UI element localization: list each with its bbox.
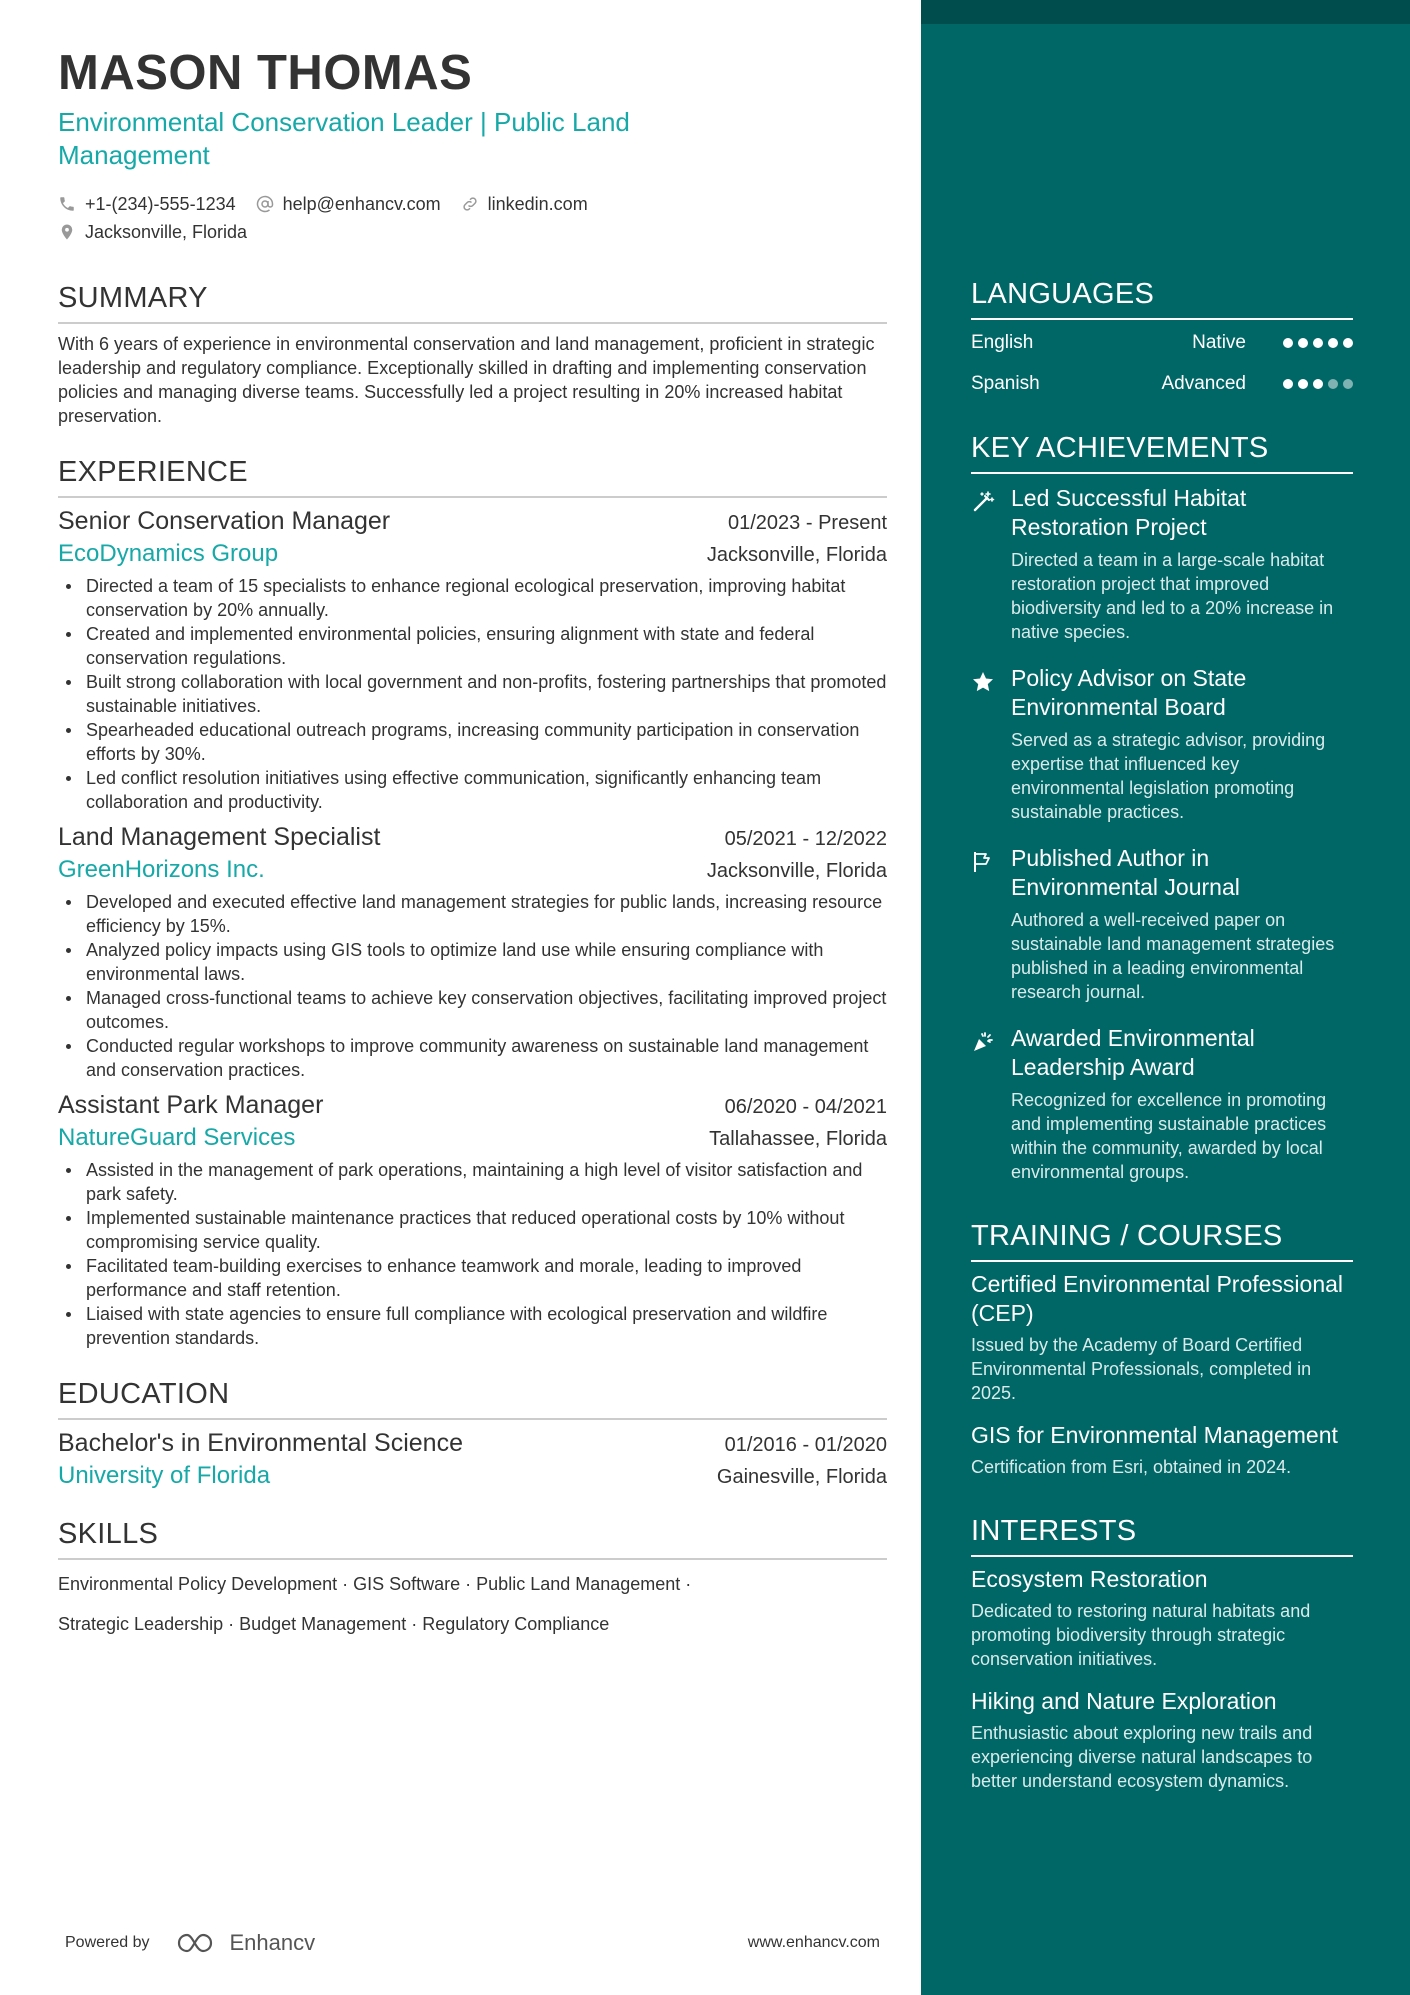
rating-dot — [1283, 338, 1293, 348]
bullet-item: Assisted in the management of park operations, maintaining a high level of visitor satisfaction and park safety. — [58, 1158, 887, 1206]
rating-dot — [1343, 379, 1353, 389]
skills-title: SKILLS — [58, 1516, 887, 1560]
job-entry — [58, 820, 887, 1082]
candidate-headline: Environmental Conservation Leader | Public Land Management — [58, 107, 630, 170]
rating-dot — [1328, 338, 1338, 348]
degree-title: Bachelor's in Environmental Science — [58, 1429, 463, 1457]
company-name: GreenHorizons Inc. — [58, 856, 265, 883]
language-name: English — [971, 331, 1034, 353]
celebration-icon — [971, 1030, 995, 1054]
website-link[interactable]: www.enhancv.com — [747, 1934, 880, 1951]
course-title: GIS for Environmental Management — [971, 1422, 1338, 1448]
interests-title: INTERESTS — [971, 1513, 1353, 1557]
language-level: Native — [1192, 331, 1246, 353]
bullet-item: Created and implemented environmental policies, ensuring alignment with state and federal conservation regulations. — [58, 622, 887, 670]
achievement-desc: Directed a team in a large-scale habitat restoration project that improved biodiversity and led to a 20% increase in native species. — [1011, 550, 1334, 642]
linkedin-text: linkedin.com — [487, 193, 588, 214]
achievement-desc: Recognized for excellence in promoting and implementing sustainable practices within the community, awarded by local environmental groups. — [1011, 1090, 1327, 1182]
powered-by — [65, 1930, 315, 1956]
link-icon — [461, 195, 479, 213]
achievement-item — [971, 844, 1353, 1004]
job-bullets — [58, 890, 887, 1082]
phone-icon — [58, 195, 76, 213]
flag-icon — [971, 850, 995, 874]
rating-dot — [1313, 338, 1323, 348]
star-icon — [971, 670, 995, 694]
sidebar-content — [971, 276, 1353, 1793]
location-pin-icon — [58, 223, 76, 241]
achievement-item — [971, 664, 1353, 824]
language-rating — [1278, 379, 1353, 389]
bullet-item: Managed cross-functional teams to achieve key conservation objectives, facilitating improved project outcomes. — [58, 986, 887, 1034]
phone-contact[interactable] — [58, 194, 236, 215]
education-section — [58, 1376, 887, 1492]
job-dates: 01/2023 - Present — [728, 512, 887, 534]
bullet-item: Liaised with state agencies to ensure full compliance with ecological preservation and wildfire prevention standards. — [58, 1302, 887, 1350]
achievements-title: KEY ACHIEVEMENTS — [971, 430, 1353, 474]
education-entry — [58, 1426, 887, 1492]
achievements-section — [971, 430, 1353, 1184]
language-row — [971, 363, 1353, 404]
education-dates: 01/2016 - 01/2020 — [724, 1434, 887, 1456]
course-title: Certified Environmental Professional (CEP) — [971, 1271, 1344, 1326]
job-bullets — [58, 574, 887, 814]
language-rating — [1278, 338, 1353, 348]
achievement-item — [971, 1024, 1353, 1184]
achievement-title: Policy Advisor on State Environmental Board — [1011, 665, 1247, 720]
education-title: EDUCATION — [58, 1376, 887, 1420]
job-dates: 06/2020 - 04/2021 — [724, 1096, 887, 1118]
achievement-title: Led Successful Habitat Restoration Project — [1011, 485, 1247, 540]
at-icon — [256, 195, 274, 213]
course-desc: Certification from Esri, obtained in 2024. — [971, 1457, 1292, 1477]
interest-title: Hiking and Nature Exploration — [971, 1688, 1277, 1714]
interests-section — [971, 1513, 1353, 1793]
experience-section — [58, 454, 887, 1350]
bullet-item: Led conflict resolution initiatives using effective communication, significantly enhancing team collaboration and productivity. — [58, 766, 887, 814]
skills-section — [58, 1516, 887, 1644]
course-item — [971, 1421, 1353, 1479]
achievement-desc: Authored a well-received paper on sustainable land management strategies published in a leading environmental research journal. — [1011, 910, 1335, 1002]
email-text: help@enhancv.com — [282, 193, 441, 214]
interest-item — [971, 1565, 1353, 1671]
rating-dot — [1298, 338, 1308, 348]
enhancv-logo-icon — [176, 1931, 222, 1955]
achievement-title: Awarded Environmental Leadership Award — [1011, 1025, 1255, 1080]
bullet-item: Developed and executed effective land management strategies for public lands, increasing resource efficiency by 15%. — [58, 890, 887, 938]
rating-dot — [1343, 338, 1353, 348]
languages-section — [971, 276, 1353, 404]
interest-desc: Dedicated to restoring natural habitats and promoting biodiversity through strategic conservation initiatives. — [971, 1601, 1311, 1669]
job-title: Assistant Park Manager — [58, 1091, 324, 1119]
job-location: Jacksonville, Florida — [706, 860, 887, 882]
course-desc: Issued by the Academy of Board Certified Environmental Professionals, completed in 2025. — [971, 1335, 1312, 1403]
sidebar-top-band — [921, 0, 1410, 24]
achievement-item — [971, 484, 1353, 644]
phone-text: +1-(234)-555-1234 — [85, 193, 236, 214]
course-item — [971, 1270, 1353, 1405]
language-name: Spanish — [971, 372, 1040, 394]
job-location: Tallahassee, Florida — [709, 1128, 887, 1150]
company-name: EcoDynamics Group — [58, 540, 279, 567]
bullet-item: Facilitated team-building exercises to enhance teamwork and morale, leading to improved performance and staff retention. — [58, 1254, 887, 1302]
skills-line: Strategic Leadership · Budget Management · Regulatory Compliance — [58, 1614, 610, 1634]
main-column — [58, 44, 887, 1644]
job-entry — [58, 504, 887, 814]
linkedin-contact[interactable] — [461, 194, 588, 215]
bullet-item: Spearheaded educational outreach programs, increasing community participation in conservation efforts by 30%. — [58, 718, 887, 766]
bullet-item: Directed a team of 15 specialists to enhance regional ecological preservation, improving habitat conservation by 20% annually. — [58, 574, 887, 622]
email-contact[interactable] — [256, 194, 441, 215]
bullet-item: Analyzed policy impacts using GIS tools to optimize land use while ensuring compliance with environmental laws. — [58, 938, 887, 986]
bullet-item: Implemented sustainable maintenance practices that reduced operational costs by 10% without compromising service quality. — [58, 1206, 887, 1254]
summary-title: SUMMARY — [58, 280, 887, 324]
enhancv-brand-text: Enhancv — [229, 1930, 316, 1955]
powered-by-label: Powered by — [65, 1934, 150, 1951]
language-level: Advanced — [1161, 372, 1246, 394]
school-name: University of Florida — [58, 1462, 271, 1489]
language-row — [971, 322, 1353, 363]
location-text: Jacksonville, Florida — [85, 221, 248, 242]
bullet-item: Built strong collaboration with local government and non-profits, fostering partnerships that promoted sustainable initiatives. — [58, 670, 887, 718]
job-entry — [58, 1088, 887, 1350]
job-location: Jacksonville, Florida — [706, 544, 887, 566]
bullet-item: Conducted regular workshops to improve community awareness on sustainable land management and conservation practices. — [58, 1034, 887, 1082]
experience-title: EXPERIENCE — [58, 454, 887, 498]
rating-dot — [1298, 379, 1308, 389]
enhancv-logo[interactable] — [176, 1930, 316, 1956]
summary-section — [58, 280, 887, 428]
footer — [65, 1930, 880, 1956]
job-bullets — [58, 1158, 887, 1350]
job-dates: 05/2021 - 12/2022 — [724, 828, 887, 850]
location-contact — [58, 222, 247, 243]
rating-dot — [1283, 379, 1293, 389]
sidebar — [921, 0, 1410, 1995]
magic-wand-icon — [971, 490, 995, 514]
job-title: Senior Conservation Manager — [58, 507, 391, 535]
skills-line: Environmental Policy Development · GIS Software · Public Land Management · — [58, 1574, 692, 1594]
achievement-desc: Served as a strategic advisor, providing expertise that influenced key environmental legislation promoting sustainable practices. — [1011, 730, 1326, 822]
skills-list — [58, 1564, 887, 1644]
interest-title: Ecosystem Restoration — [971, 1566, 1208, 1592]
languages-title: LANGUAGES — [971, 276, 1353, 320]
training-section — [971, 1218, 1353, 1479]
school-location: Gainesville, Florida — [716, 1466, 887, 1488]
candidate-name: MASON THOMAS — [58, 46, 473, 100]
rating-dot — [1328, 379, 1338, 389]
training-title: TRAINING / COURSES — [971, 1218, 1353, 1262]
job-title: Land Management Specialist — [58, 823, 381, 851]
contact-info — [58, 190, 887, 246]
summary-text: With 6 years of experience in environmental conservation and land management, proficient in strategic leadership and regulatory compliance. Exceptionally skilled in drafting and implementing conservation policies and managing diverse teams. Successfully led a project resulting in 20% increased habitat preservation. — [58, 334, 875, 426]
company-name: NatureGuard Services — [58, 1124, 296, 1151]
rating-dot — [1313, 379, 1323, 389]
achievement-title: Published Author in Environmental Journal — [1011, 845, 1240, 900]
interest-item — [971, 1687, 1353, 1793]
interest-desc: Enthusiastic about exploring new trails and experiencing diverse natural landscapes to better understand ecosystem dynamics. — [971, 1723, 1313, 1791]
